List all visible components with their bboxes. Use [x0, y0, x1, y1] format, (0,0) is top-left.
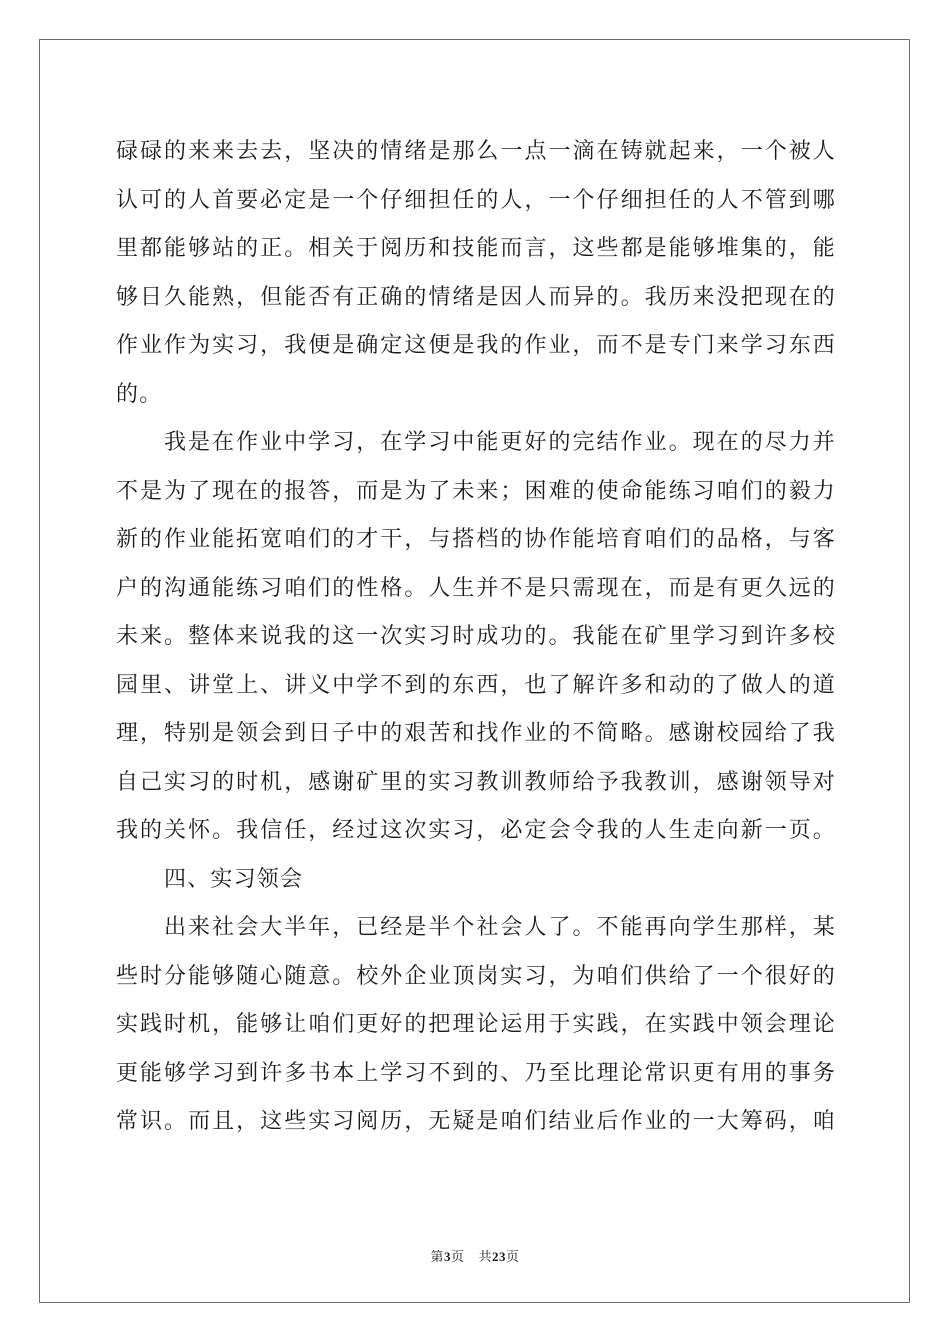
text-line: 认可的人首要必定是一个仔细担任的人，一个仔细担任的人不管到哪 — [116, 187, 836, 213]
text-line: 常识。而且，这些实习阅历，无疑是咱们结业后作业的一大筹码，咱 — [116, 1109, 836, 1134]
text-line: 更能够学习到许多书本上学习不到的、乃至比理论常识更有用的事务 — [116, 1060, 836, 1086]
page-footer — [0, 1246, 950, 1265]
text-line: 理，特别是领会到日子中的艰苦和找作业的不简略。感谢校园给了我 — [116, 721, 836, 746]
page-number: 3 — [444, 1249, 452, 1264]
paragraph-first-line: 出来社会大半年，已经是半个社会人了。不能再向学生那样，某 — [164, 915, 836, 940]
paragraph-first-line: 我是在作业中学习，在学习中能更好的完结作业。现在的尽力并 — [164, 430, 836, 455]
text-line: 不是为了现在的报答，而是为了未来；困难的使命能练习咱们的毅力 — [116, 478, 836, 504]
text-line: 户的沟通能练习咱们的性格。人生并不是只需现在，而是有更久远的 — [116, 575, 836, 601]
text-line: 园里、讲堂上、讲义中学不到的东西，也了解许多和动的了做人的道 — [116, 672, 836, 698]
text-line: 碌碌的来来去去，坚决的情绪是那么一点一滴在铸就起来，一个被人 — [116, 139, 836, 164]
text-line: 够日久能熟，但能否有正确的情绪是因人而异的。我历来没把现在的 — [116, 284, 836, 310]
section-heading: 四、实习领会 — [164, 866, 304, 892]
page-suffix: 页 — [451, 1250, 465, 1265]
text-line: 新的作业能拓宽咱们的才干，与搭档的协作能培育咱们的品格，与客 — [116, 527, 836, 552]
page-prefix: 第 — [430, 1250, 445, 1265]
text-line: 自己实习的时机，感谢矿里的实习教训教师给予我教训，感谢领导对 — [116, 769, 836, 795]
total-pages: 23 — [491, 1249, 506, 1264]
text-line: 我的关怀。我信任，经过这次实习，必定会令我的人生走向新一页。 — [116, 818, 836, 843]
text-line: 些时分能够随心随意。校外企业顶岗实习，为咱们供给了一个很好的 — [116, 963, 836, 989]
text-line: 的。 — [116, 381, 163, 407]
total-prefix: 共 — [478, 1250, 492, 1265]
text-line: 未来。整体来说我的这一次实习时成功的。我能在矿里学习到许多校 — [116, 624, 836, 649]
text-line: 作业作为实习，我便是确定这便是我的作业，而不是专门来学习东西 — [116, 333, 836, 358]
text-line: 里都能够站的正。相关于阅历和技能而言，这些都是能够堆集的，能 — [116, 236, 836, 261]
document-body — [116, 128, 836, 1147]
total-suffix: 页 — [505, 1250, 520, 1265]
text-line: 实践时机，能够让咱们更好的把理论运用于实践，在实践中领会理论 — [116, 1012, 836, 1037]
